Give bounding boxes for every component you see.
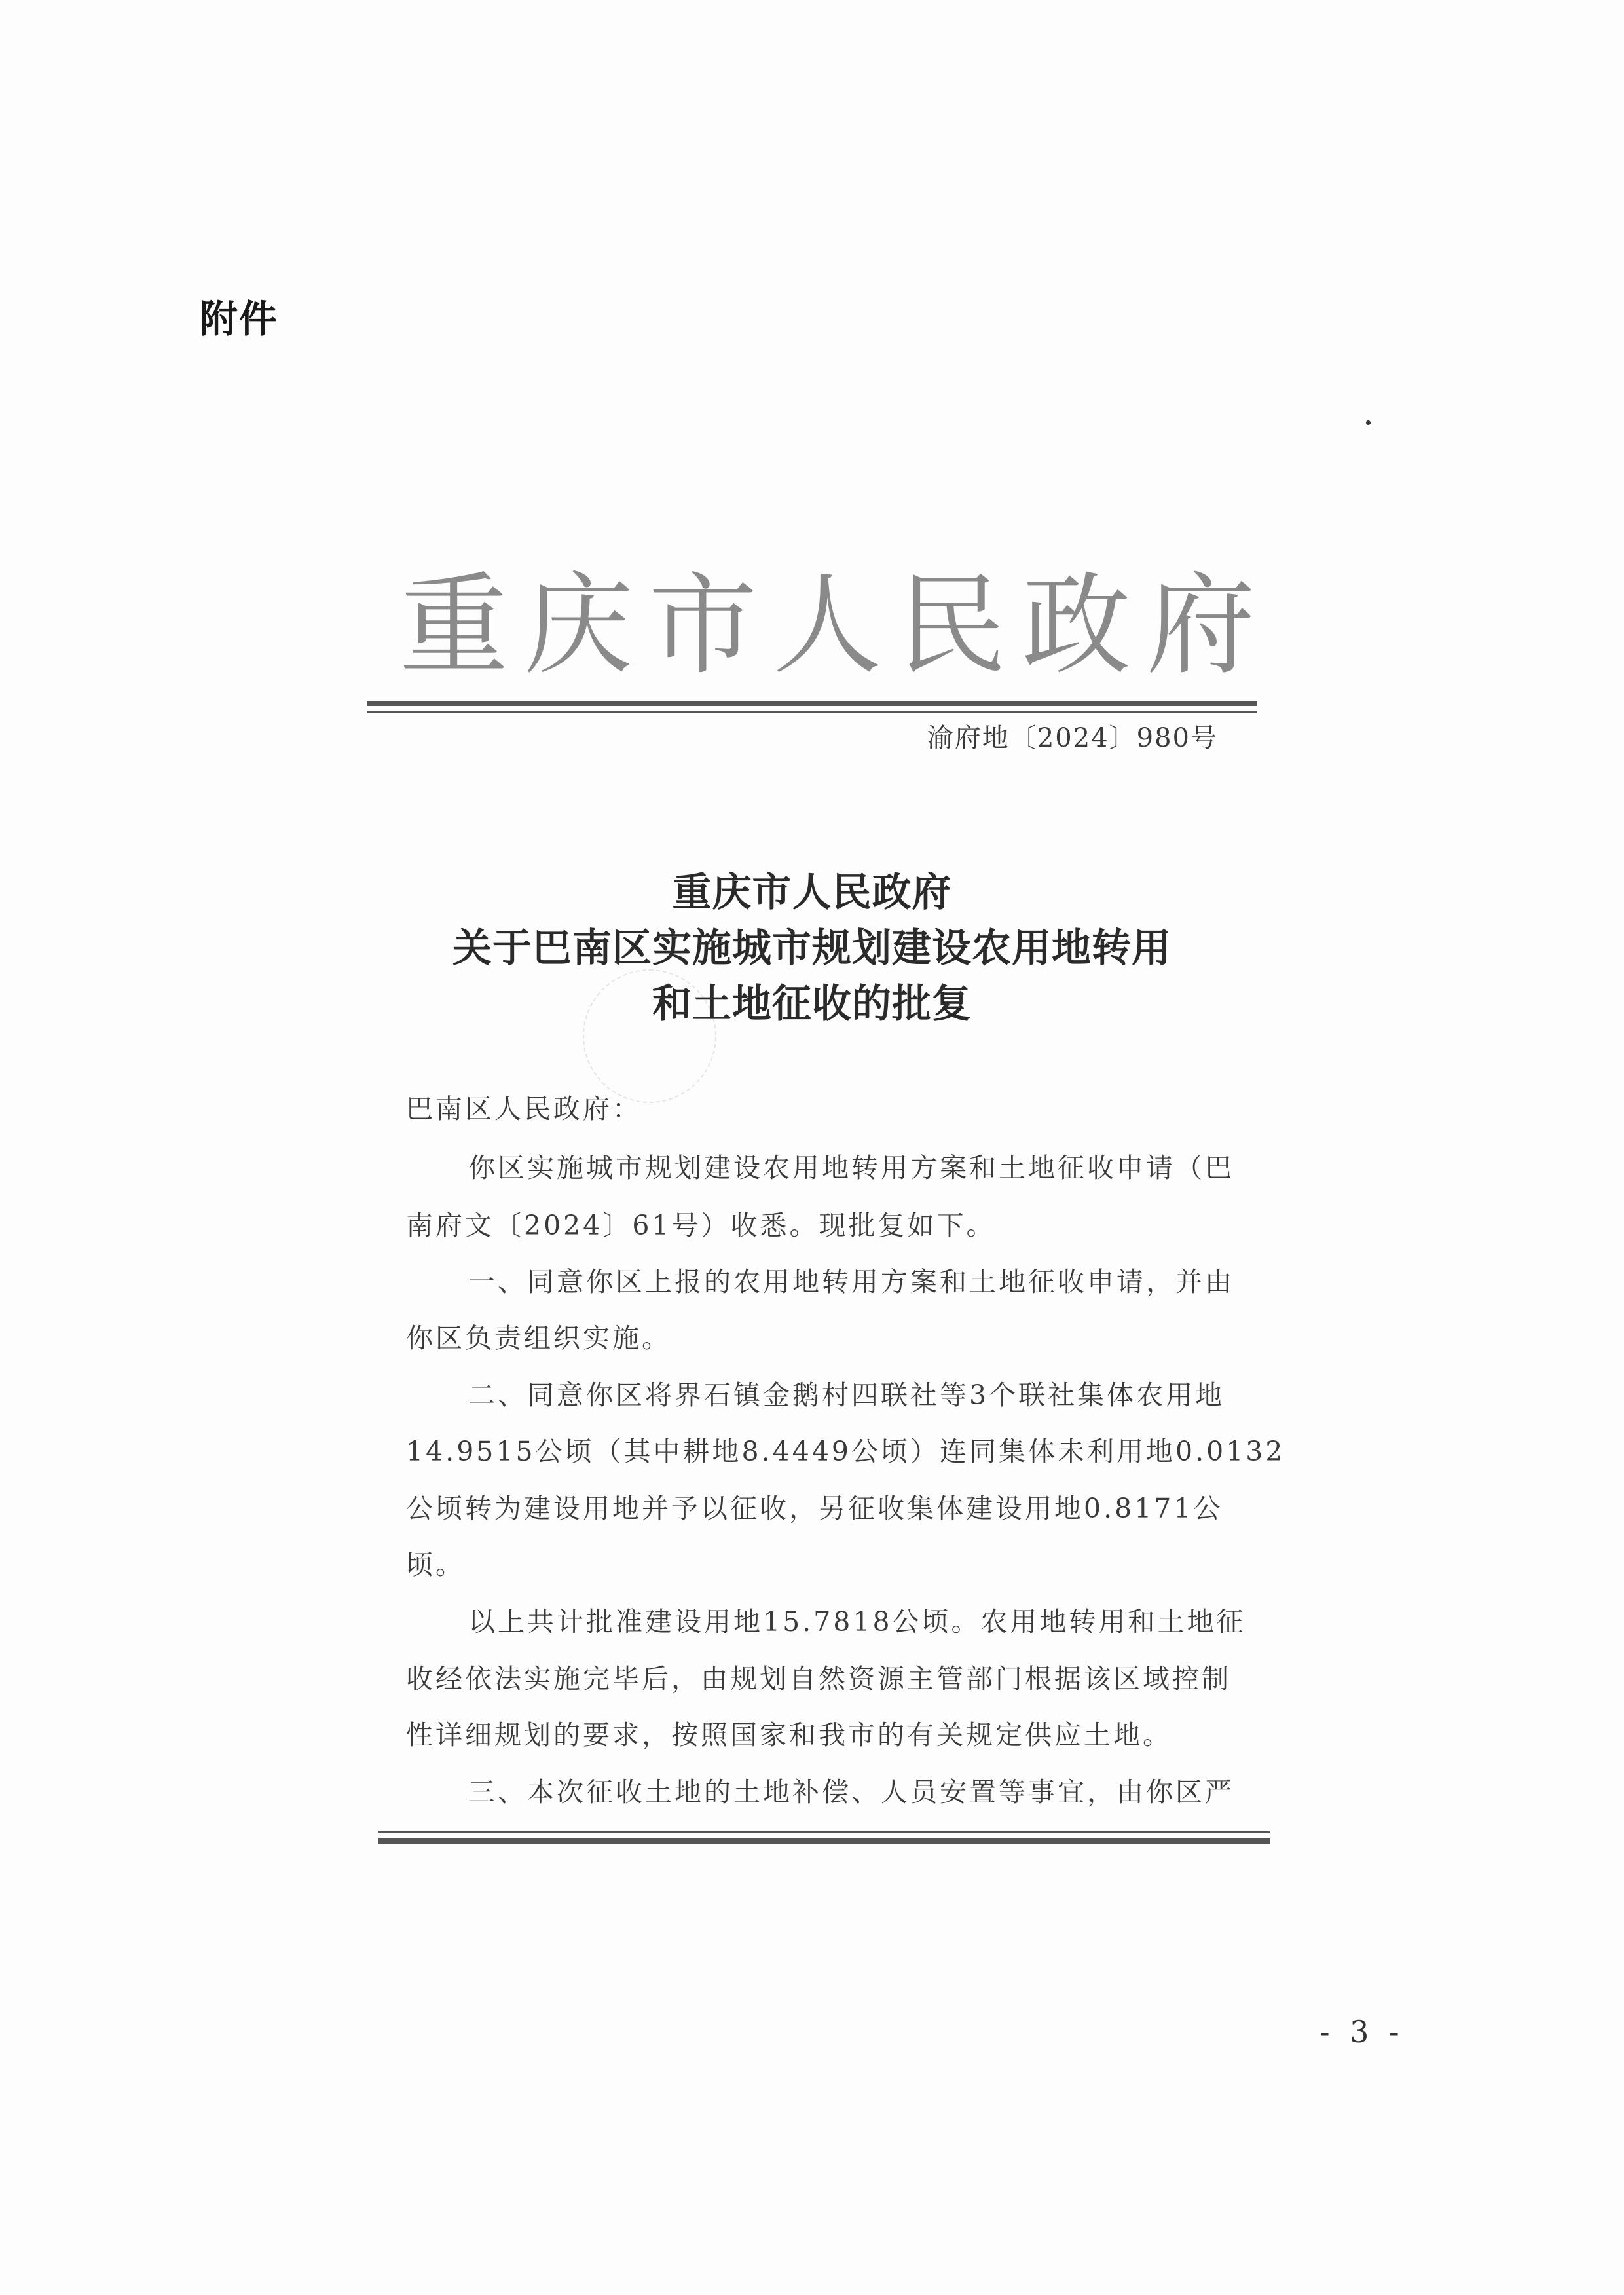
- paragraph-4-line-2: 收经依法实施完毕后，由规划自然资源主管部门根据该区域控制: [406, 1663, 1231, 1694]
- paragraph-1-line-1: 你区实施城市规划建设农用地转用方案和土地征收申请（巴: [468, 1152, 1234, 1184]
- headline-line-1: 重庆市人民政府: [672, 870, 952, 916]
- page-number: - 3 -: [1320, 2014, 1405, 2049]
- paragraph-5-line-1: 三、本次征收土地的土地补偿、人员安置等事宜，由你区严: [468, 1776, 1234, 1808]
- paragraph-3-line-4: 顷。: [406, 1549, 465, 1580]
- paragraph-3-line-1: 二、同意你区将界石镇金鹅村四联社等3个联社集体农用地: [468, 1379, 1225, 1411]
- salutation: 巴南区人民政府：: [406, 1093, 642, 1125]
- paragraph-3-line-3: 公顷转为建设用地并予以征收，另征收集体建设用地0.8171公: [406, 1493, 1223, 1524]
- headline-line-3: 和土地征收的批复: [652, 981, 972, 1027]
- headline-line-2: 关于巴南区实施城市规划建设农用地转用: [452, 925, 1172, 971]
- footer-rule-thin: [378, 1831, 1270, 1833]
- stray-dot: [1366, 420, 1371, 425]
- paragraph-4-line-3: 性详细规划的要求，按照国家和我市的有关规定供应土地。: [406, 1719, 1172, 1751]
- paragraph-4-line-1: 以上共计批准建设用地15.7818公顷。农用地转用和土地征: [468, 1606, 1246, 1637]
- letterhead-rule-thick: [367, 701, 1257, 706]
- document-number: 渝府地〔2024〕980号: [927, 723, 1218, 753]
- paragraph-2-line-1: 一、同意你区上报的农用地转用方案和土地征收申请，并由: [468, 1266, 1234, 1297]
- letterhead-rule-thin: [367, 711, 1257, 713]
- attachment-label: 附件: [200, 297, 279, 341]
- paragraph-2-line-2: 你区负责组织实施。: [406, 1322, 671, 1354]
- paragraph-3-line-2: 14.9515公顷（其中耕地8.4449公顷）连同集体未利用地0.0132: [406, 1436, 1285, 1467]
- paragraph-1-line-2: 南府文〔2024〕61号）收悉。现批复如下。: [406, 1210, 996, 1241]
- agency-letterhead-title: 重庆市人民政府: [399, 561, 1271, 690]
- footer-rule-thick: [378, 1838, 1270, 1844]
